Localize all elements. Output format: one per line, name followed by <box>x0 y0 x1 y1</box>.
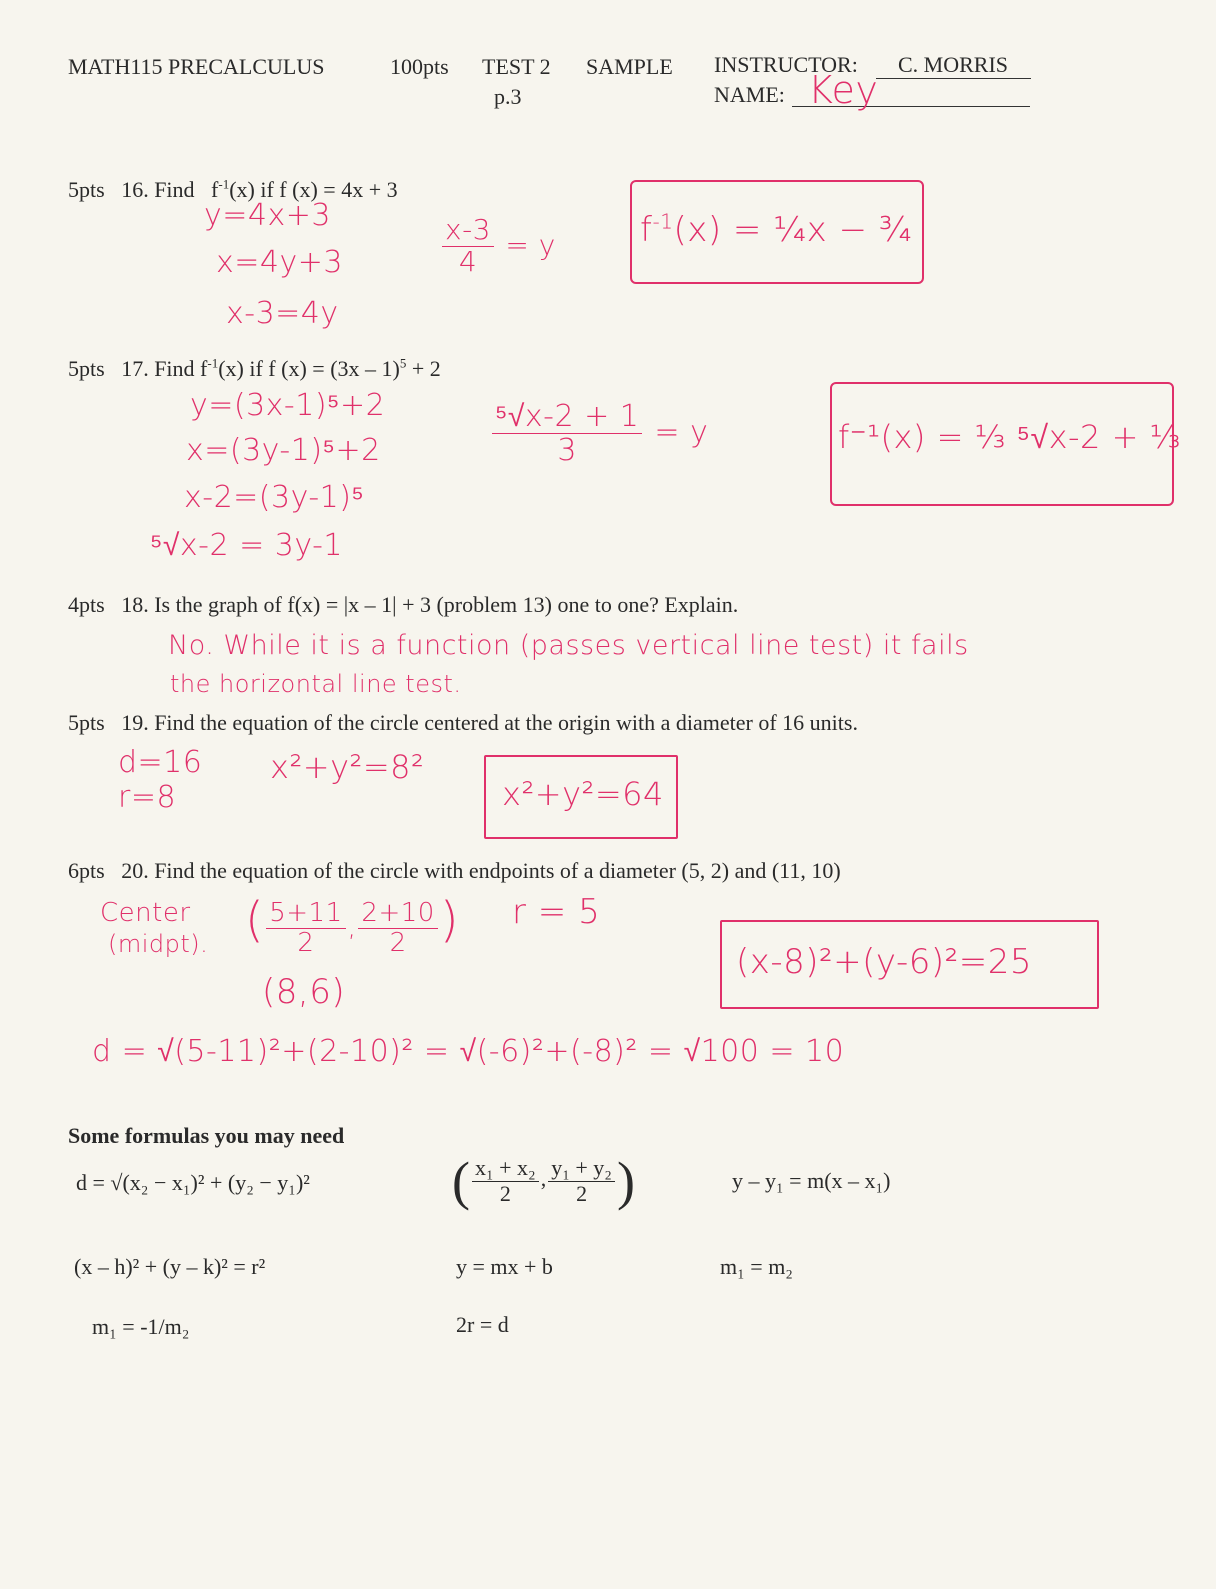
fraction-denominator: 4 <box>458 244 478 278</box>
distance-work: d = √(5-11)²+(2-10)² = √(-6)²+(-8)² = √100 = 10 <box>92 1034 845 1069</box>
fraction-numerator: ⁵√x-2 + 1 <box>492 400 642 434</box>
side-work-rest: = y <box>654 415 709 450</box>
question-text: Find f <box>154 356 208 381</box>
instructor-value: C. MORRIS <box>876 52 1031 79</box>
midpoint-work: ( $\frac{5+11}{2}$ , $\frac{2+10}{2}$ ) <box>245 892 460 958</box>
answer: x²+y²=64 <box>502 775 664 813</box>
instructor-label: INSTRUCTOR: <box>714 52 858 77</box>
formulas-title: Some formulas you may need <box>68 1123 345 1148</box>
problem-number: 20. <box>121 858 149 883</box>
fraction-denominator: 2 <box>389 928 407 958</box>
formula-diameter: 2r = d <box>456 1312 509 1337</box>
formula-circle: (x – h)² + (y – k)² = r² <box>74 1254 266 1279</box>
question-exponent: -1 <box>218 176 230 192</box>
problem-points: 4pts <box>68 592 105 617</box>
name-label: NAME: <box>714 82 785 107</box>
answer-text: f <box>640 210 653 250</box>
problem-20-question <box>68 858 841 884</box>
question-text: (x) if f (x) = (3x – 1) <box>218 356 400 381</box>
formula-perpendicular: m₁ = -1/m₂ <box>92 1314 190 1339</box>
page-number: p.3 <box>494 84 522 109</box>
work-line: d=16 <box>118 745 203 780</box>
question-text: Find the equation of the circle with endpoints of a diameter (5, 2) and (11, 10) <box>154 858 841 883</box>
sample-label: SAMPLE <box>586 54 673 79</box>
side-work <box>490 400 708 467</box>
formula-parallel: m₁ = m₂ <box>720 1254 793 1279</box>
problem-number: 19. <box>121 710 149 735</box>
work-line: y=4x+3 <box>204 198 331 233</box>
side-work-rest: = y <box>505 228 556 262</box>
problem-18-question <box>68 592 738 618</box>
name-value: Key <box>808 68 879 112</box>
problem-points: 5pts <box>68 356 105 381</box>
question-text: Find <box>154 177 195 202</box>
fraction-numerator: 5+11 <box>266 899 345 929</box>
question-text: + 2 <box>406 356 441 381</box>
fraction-denominator: 2 <box>297 928 315 958</box>
answer-text: (x) = ¼x − ¾ <box>673 210 913 250</box>
answer-line: No. While it is a function (passes vertical line test) it fails <box>168 630 969 661</box>
fraction-denominator: 2 <box>576 1180 588 1206</box>
problem-points: 5pts <box>68 710 105 735</box>
formula-point-slope: y – y₁ = m(x – x₁) <box>732 1168 891 1193</box>
answer-line: the horizontal line test. <box>170 670 462 698</box>
course-title: MATH115 PRECALCULUS <box>68 54 325 79</box>
problem-points: 5pts <box>68 177 105 202</box>
problem-17-question <box>68 356 441 382</box>
test-label: TEST 2 <box>482 54 551 79</box>
center-point: (8,6) <box>262 972 346 1012</box>
answer: (x-8)²+(y-6)²=25 <box>736 942 1033 982</box>
problem-number: 16. <box>121 177 149 202</box>
center-label: (midpt). <box>108 930 209 958</box>
fraction-numerator: x₁ + x₂ <box>472 1156 539 1181</box>
work-line: x²+y²=8² <box>270 748 425 786</box>
work-line: x-2=(3y-1)⁵ <box>184 480 365 515</box>
work-line: x-3=4y <box>226 296 339 331</box>
formula-slope-intercept: y = mx + b <box>456 1254 553 1279</box>
radius: r = 5 <box>512 892 601 932</box>
problem-number: 17. <box>121 356 149 381</box>
work-line: y=(3x-1)⁵+2 <box>190 388 386 423</box>
answer: f⁻¹(x) = ⅓ ⁵√x-2 + ⅓ <box>838 418 1182 456</box>
answer <box>640 210 912 250</box>
problem-19-question <box>68 710 858 736</box>
work-line: ⁵√x-2 = 3y-1 <box>150 528 344 563</box>
fraction-numerator: y₁ + y₂ <box>548 1156 615 1181</box>
fraction-denominator: 2 <box>499 1180 511 1206</box>
question-text: (x) if f (x) = 4x + 3 <box>229 177 398 202</box>
side-work <box>440 215 556 278</box>
fraction-numerator: 2+10 <box>358 899 437 929</box>
formula-distance: d = √(x₂ − x₁)² + (y₂ − y₁)² <box>76 1170 310 1195</box>
work-line: x=(3y-1)⁵+2 <box>186 433 381 468</box>
question-text: Is the graph of f(x) = |x – 1| + 3 (problem 13) one to one? Explain. <box>154 592 739 617</box>
fraction-numerator: x-3 <box>442 215 494 247</box>
fraction-denominator: 3 <box>557 433 577 468</box>
work-line: r=8 <box>118 780 177 815</box>
answer-exponent: -1 <box>652 209 674 234</box>
total-points: 100pts <box>390 54 449 79</box>
problem-points: 6pts <box>68 858 105 883</box>
question-text: f <box>211 177 219 202</box>
question-exponent: 5 <box>399 355 407 371</box>
problem-number: 18. <box>121 592 149 617</box>
work-line: x=4y+3 <box>216 245 343 280</box>
center-label: Center <box>100 898 191 928</box>
question-exponent: -1 <box>207 355 219 371</box>
question-text: Find the equation of the circle centered at the origin with a diameter of 16 units. <box>154 710 858 735</box>
formula-midpoint: ( $\frac{\text{x₁ + x₂}}{2}$ , $\frac{\text{y₁ + y₂}}{2}$ ) <box>452 1151 635 1211</box>
